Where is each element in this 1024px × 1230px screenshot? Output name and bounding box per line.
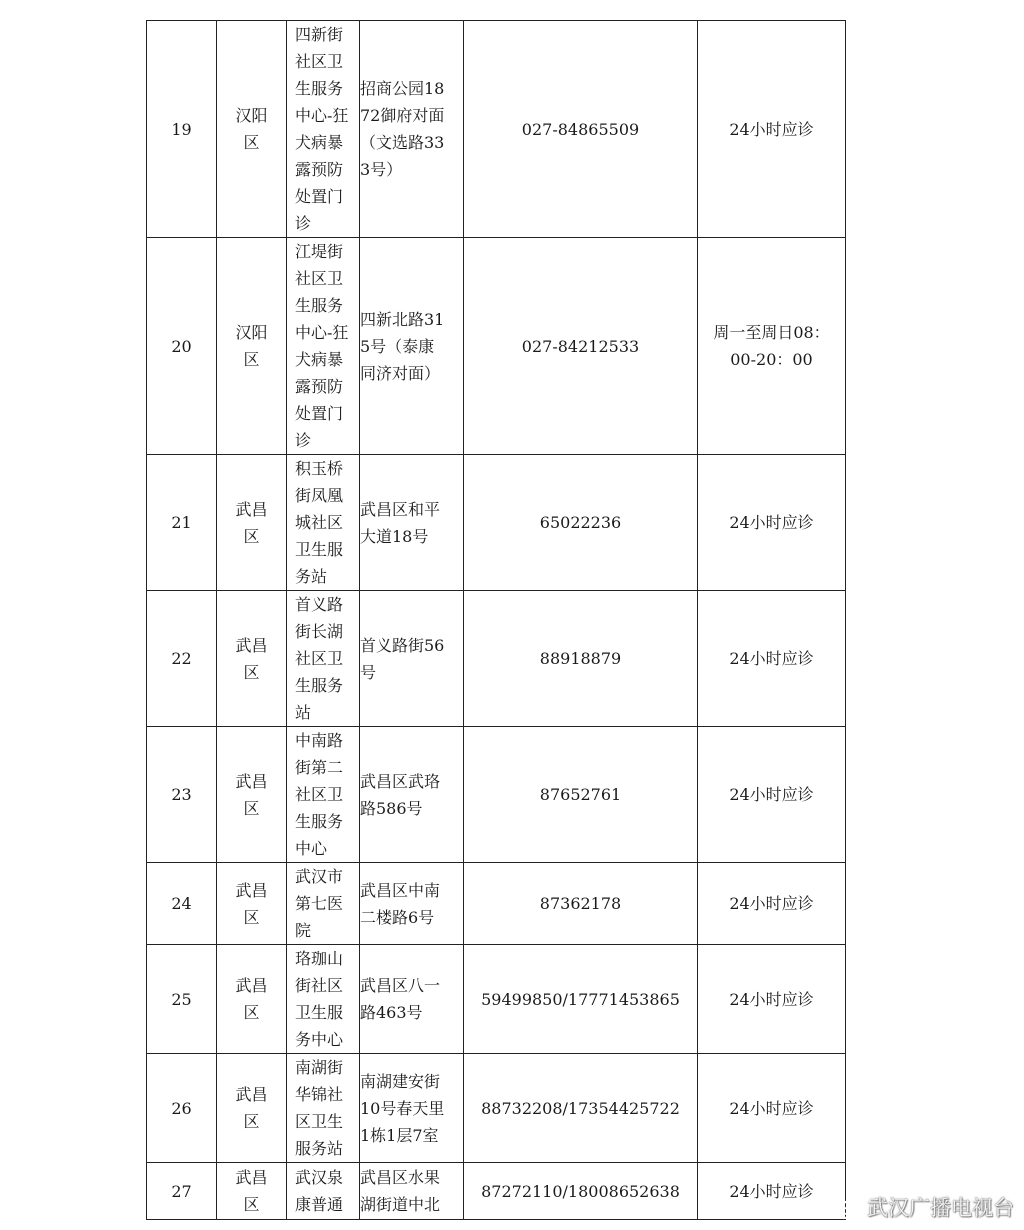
row-number: 19: [147, 21, 217, 238]
clinic-name-cell: 武汉市第七医院: [287, 863, 360, 945]
hours-cell: 24小时应诊: [698, 945, 846, 1054]
hours-cell: 24小时应诊: [698, 591, 846, 727]
watermark-text: 武汉广播电视台: [867, 1196, 1014, 1220]
district-cell: 武昌区: [217, 591, 287, 727]
clinic-name-cell: 首义路街长湖社区卫生服务站: [287, 591, 360, 727]
clinic-name-cell: 积玉桥街凤凰城社区卫生服务站: [287, 455, 360, 591]
clinic-name-cell: 江堤街社区卫生服务中心-狂犬病暴露预防处置门诊: [287, 238, 360, 455]
table-row: [147, 591, 846, 727]
clinic-name-cell: 珞珈山街社区卫生服务中心: [287, 945, 360, 1054]
address-cell: 武昌区水果湖街道中北: [360, 1163, 464, 1220]
clinic-name-cell: 武汉泉康普通: [287, 1163, 360, 1220]
table-row: [147, 1163, 846, 1220]
address-cell: 南湖建安街10号春天里1栋1层7室: [360, 1054, 464, 1163]
row-number: 25: [147, 945, 217, 1054]
hours-cell: 24小时应诊: [698, 863, 846, 945]
district-cell: 武昌区: [217, 863, 287, 945]
hours-cell: 24小时应诊: [698, 1163, 846, 1220]
phone-cell: 59499850/17771453865: [464, 945, 698, 1054]
hours-cell: 24小时应诊: [698, 21, 846, 238]
clinic-table-body: [147, 21, 846, 1220]
table-row: [147, 863, 846, 945]
district-cell: 武昌区: [217, 1054, 287, 1163]
row-number: 24: [147, 863, 217, 945]
table-row: [147, 455, 846, 591]
table-row: [147, 21, 846, 238]
row-number: 22: [147, 591, 217, 727]
phone-cell: 87362178: [464, 863, 698, 945]
table-row: [147, 945, 846, 1054]
row-number: 27: [147, 1163, 217, 1220]
hours-cell: 24小时应诊: [698, 727, 846, 863]
address-cell: 武昌区武珞路586号: [360, 727, 464, 863]
phone-cell: 027-84865509: [464, 21, 698, 238]
district-cell: 汉阳区: [217, 238, 287, 455]
address-cell: 武昌区中南二楼路6号: [360, 863, 464, 945]
hours-cell: 24小时应诊: [698, 455, 846, 591]
row-number: 26: [147, 1054, 217, 1163]
phone-cell: 88732208/17354425722: [464, 1054, 698, 1163]
table-row: [147, 727, 846, 863]
row-number: 21: [147, 455, 217, 591]
clinic-name-cell: 南湖街华锦社区卫生服务站: [287, 1054, 360, 1163]
address-cell: 武昌区八一路463号: [360, 945, 464, 1054]
clinic-table: [146, 20, 846, 1220]
address-cell: 武昌区和平大道18号: [360, 455, 464, 591]
address-cell: 首义路街56号: [360, 591, 464, 727]
hours-cell: 周一至周日08：00-20：00: [698, 238, 846, 455]
table-row: [147, 238, 846, 455]
district-cell: 武昌区: [217, 945, 287, 1054]
phone-cell: 027-84212533: [464, 238, 698, 455]
address-cell: 四新北路315号（泰康同济对面）: [360, 238, 464, 455]
district-cell: 武昌区: [217, 1163, 287, 1220]
row-number: 23: [147, 727, 217, 863]
clinic-name-cell: 中南路街第二社区卫生服务中心: [287, 727, 360, 863]
district-cell: 武昌区: [217, 455, 287, 591]
clinic-name-cell: 四新街社区卫生服务中心-狂犬病暴露预防处置门诊: [287, 21, 360, 238]
phone-cell: 87652761: [464, 727, 698, 863]
address-cell: 招商公园1872御府对面（文选路333号）: [360, 21, 464, 238]
phone-cell: 87272110/18008652638: [464, 1163, 698, 1220]
row-number: 20: [147, 238, 217, 455]
district-cell: 汉阳区: [217, 21, 287, 238]
phone-cell: 65022236: [464, 455, 698, 591]
hours-cell: 24小时应诊: [698, 1054, 846, 1163]
weibo-watermark: [831, 1192, 1014, 1222]
weibo-icon: [831, 1194, 861, 1220]
table-row: [147, 1054, 846, 1163]
district-cell: 武昌区: [217, 727, 287, 863]
phone-cell: 88918879: [464, 591, 698, 727]
